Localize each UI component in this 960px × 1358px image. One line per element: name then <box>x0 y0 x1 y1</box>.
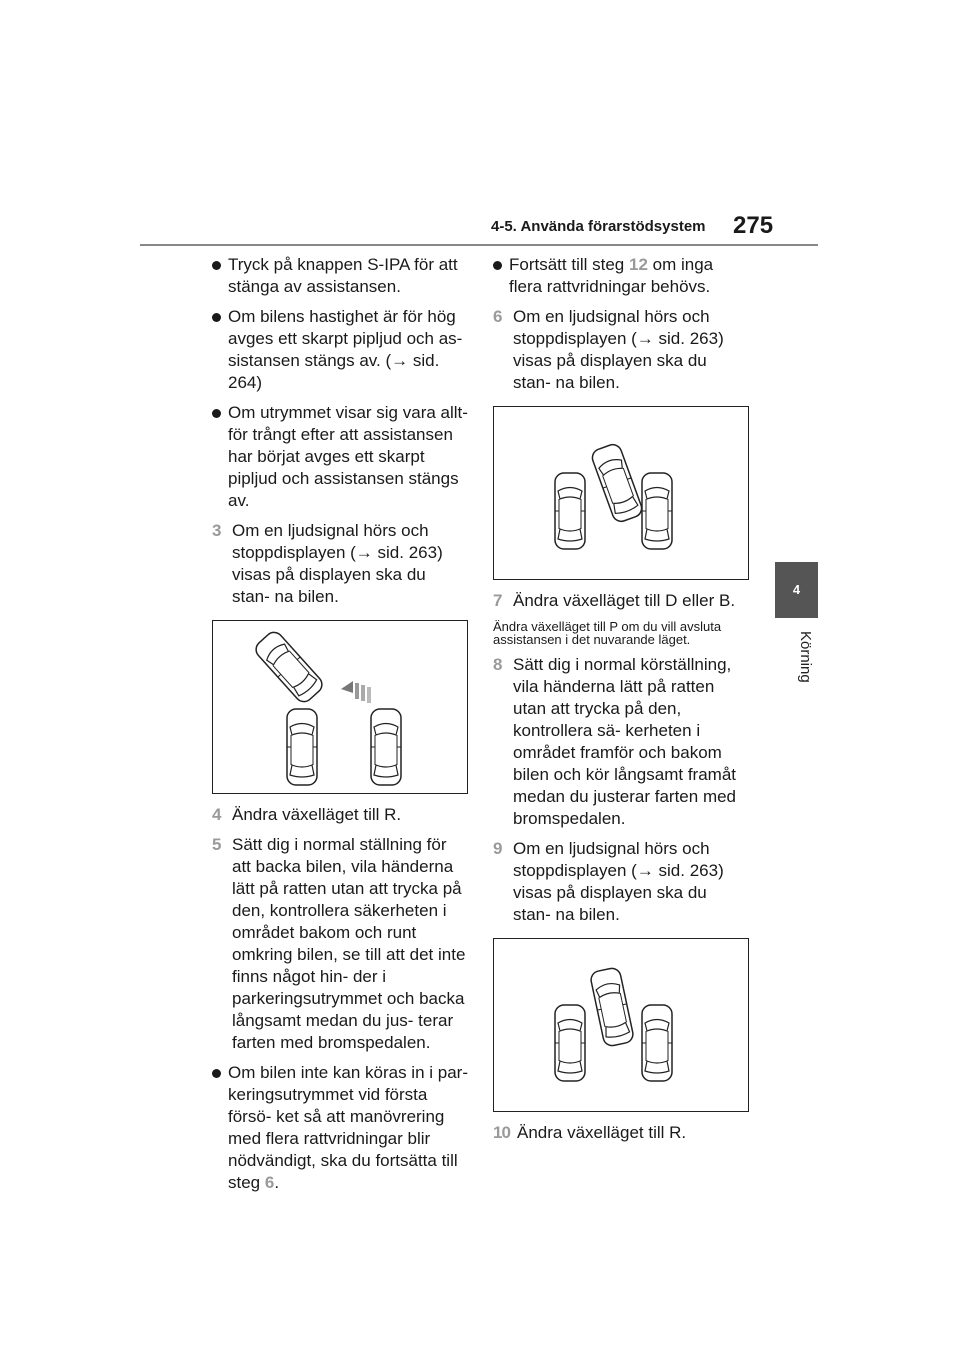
step-number: 7 <box>493 591 503 610</box>
step-number: 8 <box>493 655 503 674</box>
illustration-parking-forward <box>493 406 749 580</box>
step-text: Sätt dig i normal körställning, vila händerna lätt på ratten utan att trycka på den, kontrollera sä- kerheten i området framför och bakom bilen och kör långsamt framåt medan du justerar farten med bromspedalen. <box>513 655 737 828</box>
illustration-parking-start <box>212 620 468 794</box>
car-icon <box>287 709 317 785</box>
chapter-tab: 4 <box>775 562 818 618</box>
step-3 <box>212 520 468 608</box>
car-icon <box>371 709 401 785</box>
step-text: Om en ljudsignal hörs och stoppdisplayen (→ sid. 263) visas på displayen ska du stan- na bilen. <box>513 839 724 924</box>
step-number: 4 <box>212 805 222 824</box>
step-text: Ändra växelläget till R. <box>232 805 402 824</box>
bullet-item: Om utrymmet visar sig vara allt- för trångt efter att assistansen har börjat avges ett skarpt pipljud och assistansen stängs av. <box>212 402 468 512</box>
step-5 <box>212 834 468 1054</box>
step-6 <box>493 306 749 394</box>
step-number: 6 <box>493 307 503 326</box>
step-4 <box>212 804 468 826</box>
step-9 <box>493 838 749 926</box>
step-7 <box>493 590 749 612</box>
page-number: 275 <box>733 212 774 239</box>
car-icon <box>642 1005 672 1081</box>
car-icon <box>555 1005 585 1081</box>
car-icon <box>555 473 585 549</box>
step-10 <box>493 1122 749 1144</box>
bullet-item: Om bilens hastighet är för hög avges ett skarpt pipljud och as- sistansen stängs av. (→ sid. 264) <box>212 306 468 394</box>
step-text: Ändra växelläget till R. <box>517 1123 687 1142</box>
chapter-label: Körning <box>797 631 814 683</box>
step-text: Om en ljudsignal hörs och stoppdisplayen (→ sid. 263) visas på displayen ska du stan- na bilen. <box>232 521 443 606</box>
step-number: 3 <box>212 521 222 540</box>
step-number: 10 <box>493 1123 510 1142</box>
illustration-parking-reverse <box>493 938 749 1112</box>
arrow-icon <box>341 681 371 703</box>
bullet-item: Tryck på knappen S-IPA för att stänga av assistansen. <box>212 254 468 298</box>
car-icon <box>252 629 325 706</box>
step-8 <box>493 654 749 830</box>
car-icon <box>590 442 644 524</box>
step-text: Sätt dig i normal ställning för att backa bilen, vila händerna lätt på ratten utan att trycka på den, kontrollera säkerheten i området bakom och runt omkring bilen, se till att det inte finns något hin- der i parkeringsutrymmet och backa långsamt medan du jus- terar farten med bromspedalen. <box>232 835 466 1052</box>
step-number: 5 <box>212 835 222 854</box>
step-text: Om en ljudsignal hörs och stoppdisplayen (→ sid. 263) visas på displayen ska du stan- na bilen. <box>513 307 724 392</box>
step-text: Ändra växelläget till D eller B. <box>513 591 736 610</box>
bullet-item: Om bilen inte kan köras in i par- keringsutrymmet vid första försö- ket så att manövrering med flera rattvridningar blir nödvändigt, ska du fortsätta till steg 6. <box>212 1062 468 1194</box>
step-number: 9 <box>493 839 503 858</box>
step-reference: 6 <box>264 1173 275 1192</box>
bullet-item: Fortsätt till steg 12 om inga flera rattvridningar behövs. <box>493 254 749 298</box>
right-column <box>493 254 749 1152</box>
note-text: Ändra växelläget till P om du vill avsluta assistansen i det nuvarande läget. <box>493 619 722 647</box>
car-icon <box>642 473 672 549</box>
section-title: 4-5. Använda förarstödsystem <box>491 218 706 235</box>
header-rule <box>140 244 818 246</box>
left-column <box>212 254 468 1202</box>
car-icon <box>589 967 634 1048</box>
step-reference: 12 <box>628 255 648 274</box>
